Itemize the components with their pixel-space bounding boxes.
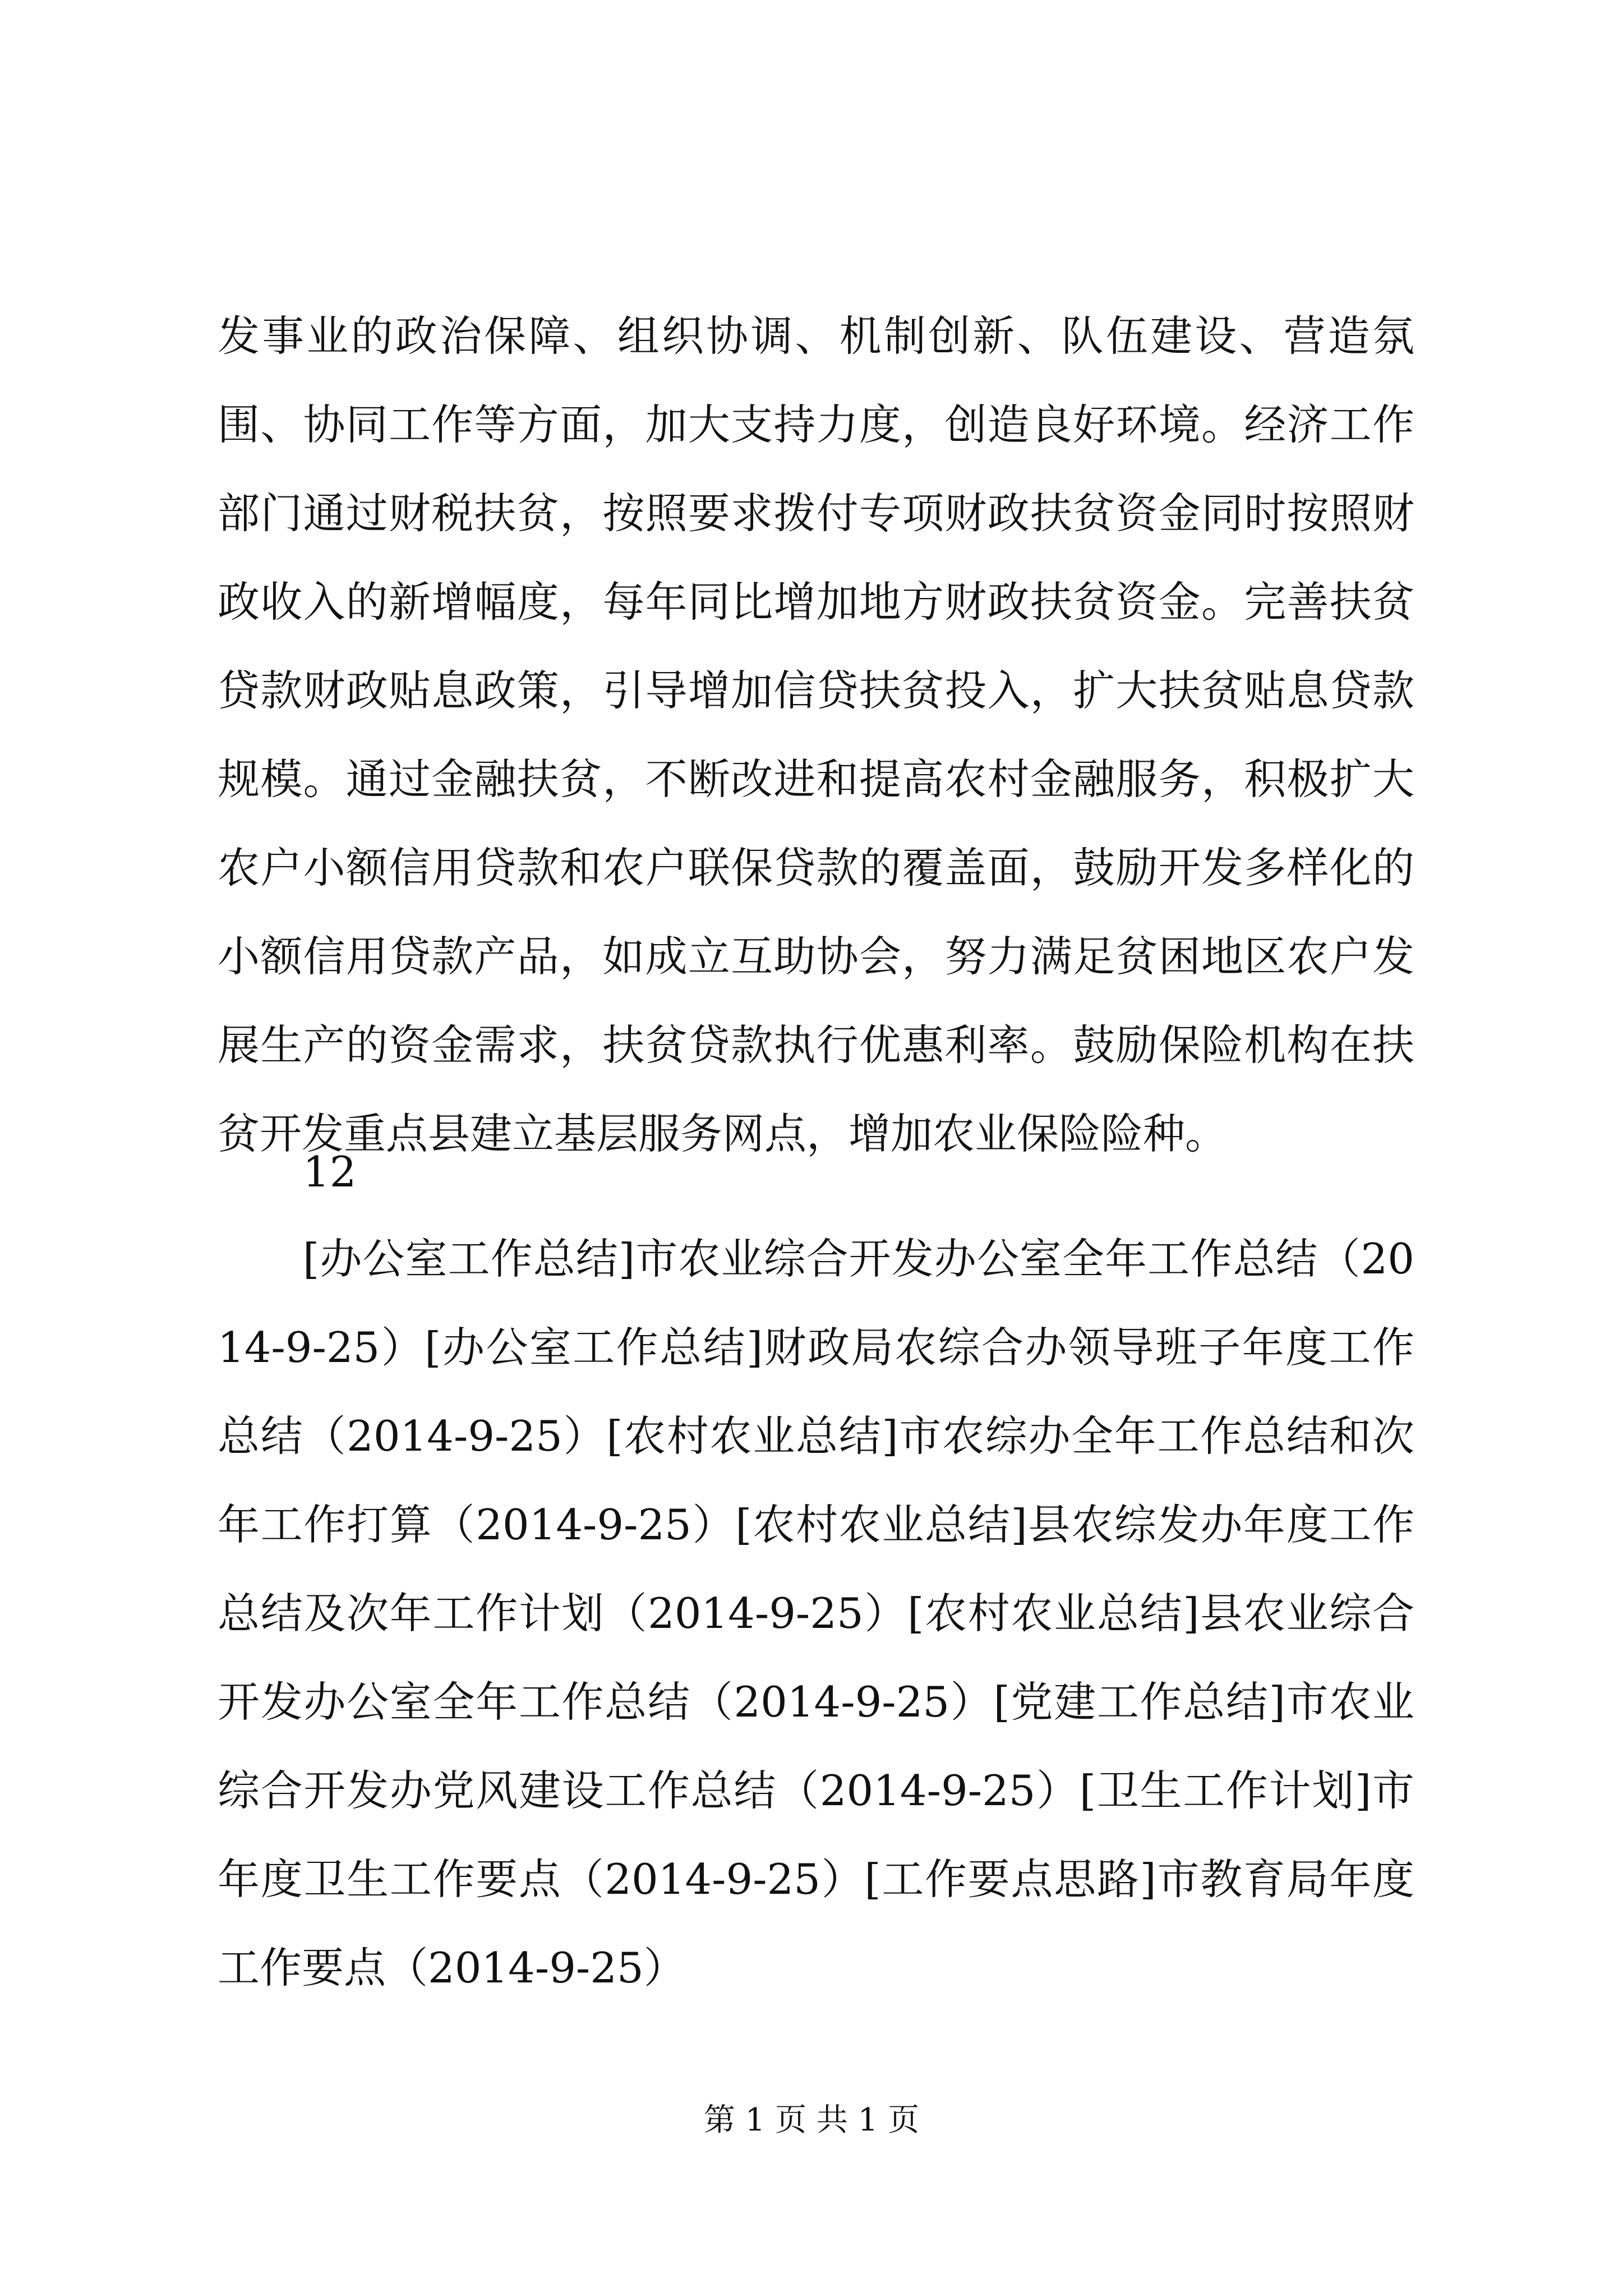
page-footer: 第 1 页 共 1 页 — [703, 2102, 920, 2138]
body-paragraph-1: 发事业的政治保障、组织协调、机制创新、队伍建设、营造氛围、协同工作等方面，加大支持力度，创造良好环境。经济工作部门通过财税扶贫，按照要求拨付专项财政扶贫资金同时按照财政收入的新增幅度，每年同比增加地方财政扶贫资金。完善扶贫贷款财政贴息政策，引导增加信贷扶贫投入，扩大扶贫贴息贷款规模。通过金融扶贫，不断改进和提高农村金融服务，积极扩大农户小额信用贷款和农户联保贷款的覆盖面，鼓励开发多样化的小额信用贷款产品，如成立互助协会，努力满足贫困地区农户发展生产的资金需求，扶贫贷款执行优惠利率。鼓励保险机构在扶贫开发重点县建立基层服务网点，增加农业保险险种。 — [218, 311, 1414, 1158]
body-paragraph-2: 12 — [303, 1147, 357, 1197]
body-paragraph-3: [办公室工作总结]市农业综合开发办公室全年工作总结（2014-9-25）[办公室工作总结]财政局农综合办领导班子年度工作总结（2014-9-25）[农村农业总结]市农综办全年工作总结和次年工作打算（2014-9-25）[农村农业总结]县农综发办年度工作总结及次年工作计划（2014-9-25）[农村农业总结]县农业综合开发办公室全年工作总结（2014-9-25）[党建工作总结]市农业综合开发办党风建设工作总结（2014-9-25）[卫生工作计划]市年度卫生工作要点（2014-9-25）[工作要点思路]市教育局年度工作要点（2014-9-25） — [218, 1234, 1414, 1993]
